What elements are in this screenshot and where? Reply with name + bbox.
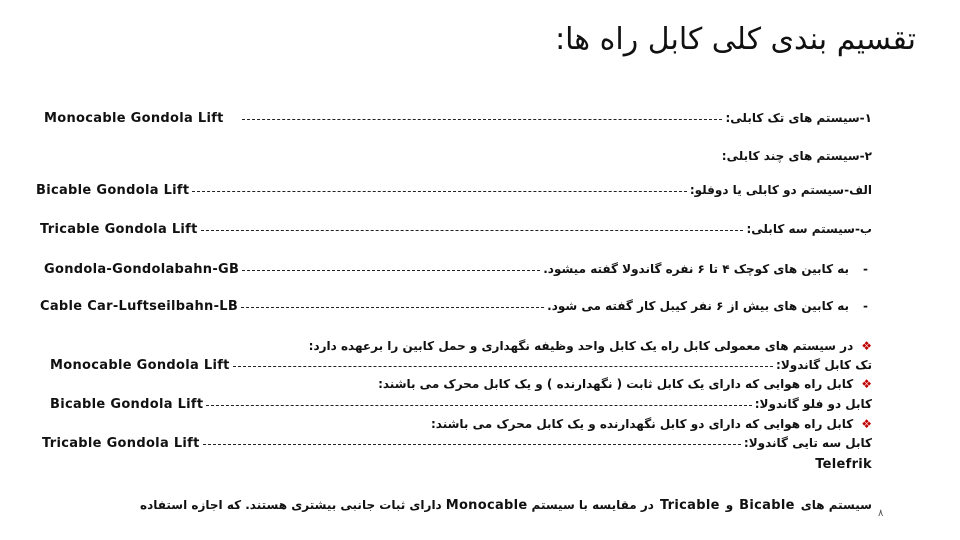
dash-leader (206, 405, 751, 406)
persian-text: تک کابل گاندولا: (776, 358, 872, 372)
line-gondola-bullet (44, 259, 868, 279)
persian-text: کابل راه هوایی که دارای یک کابل ثابت ( نگهدارنده ) و یک کابل محرک می باشند: (378, 377, 854, 391)
persian-text: کابل دو فلو گاندولا: (754, 397, 872, 411)
line-tri-desc (400, 414, 872, 434)
persian-text: ب-سیستم سه کابلی: (746, 222, 872, 236)
persian-text: به کابین های بیش از ۶ نفر کیبل کار گفته می شود. (547, 299, 850, 313)
persian-text: به کابین های کوچک ۴ تا ۶ نفره گاندولا گفته میشود. (543, 262, 850, 276)
english-term: Cable Car-Luftseilbahn-LB (40, 298, 239, 314)
english-term: Monocable Gondola Lift (44, 110, 224, 126)
dash-leader (201, 230, 744, 231)
persian-text: الف-سیستم دو کابلی یا دوفلو: (689, 183, 872, 197)
line-monocable (44, 108, 872, 128)
line-multicable (600, 146, 872, 166)
diamond-bullet-icon: ❖ (861, 377, 872, 391)
line-bi-desc (330, 374, 872, 394)
english-term: Tricable Gondola Lift (42, 435, 200, 451)
footer-paragraph (140, 495, 872, 515)
persian-text: ۱-سیستم های تک کابلی: (725, 111, 872, 125)
bullet-dash: - (863, 299, 868, 313)
persian-text: کابل سه تایی گاندولا: (743, 436, 872, 450)
page-number: ۸ (878, 508, 884, 519)
line-bi-term (50, 394, 872, 414)
english-term: Tricable Gondola Lift (40, 221, 198, 237)
footer-text-2: و (725, 498, 734, 512)
bullet-dash: - (863, 262, 868, 276)
footer-term-tricable: Tricable (659, 497, 720, 513)
line-mono-term (50, 355, 872, 375)
line-bicable (36, 180, 872, 200)
english-term: Gondola-Gondolabahn-GB (44, 261, 240, 277)
dash-leader (242, 270, 540, 271)
dash-leader (233, 366, 773, 367)
footer-text-1: سیستم های (800, 498, 872, 512)
line-mono-desc (300, 336, 872, 356)
footer-term-bicable: Bicable (739, 497, 795, 513)
english-term: Monocable Gondola Lift (50, 357, 230, 373)
persian-text: ۲-سیستم های چند کابلی: (721, 149, 872, 163)
english-term: Bicable Gondola Lift (36, 182, 190, 198)
footer-text-3: در مقایسه با سیستم (531, 498, 654, 512)
diamond-bullet-icon: ❖ (861, 417, 872, 431)
persian-text: کابل راه هوایی که دارای دو کابل نگهدارنده و یک کابل محرک می باشند: (430, 417, 854, 431)
line-tri-term (42, 433, 872, 453)
footer-term-monocable: Monocable (445, 497, 528, 513)
line-cablecar-bullet (40, 296, 868, 316)
dash-leader (241, 307, 544, 308)
english-term: Telefrik (815, 456, 872, 472)
dash-leader (203, 444, 741, 445)
dash-leader (242, 119, 723, 120)
footer-text-4: دارای ثبات جانبی بیشتری هستند. که اجازه استفاده (140, 498, 442, 512)
dash-leader (192, 191, 686, 192)
diamond-bullet-icon: ❖ (861, 339, 872, 353)
line-telefrik (700, 454, 872, 474)
persian-text: در سیستم های معمولی کابل راه یک کابل واحد وظیفه نگهداری و حمل کابین را برعهده دارد: (308, 339, 854, 353)
line-tricable (40, 219, 872, 239)
page-title: تقسیم بندی کلی کابل راه ها: (555, 22, 916, 57)
english-term: Bicable Gondola Lift (50, 396, 204, 412)
